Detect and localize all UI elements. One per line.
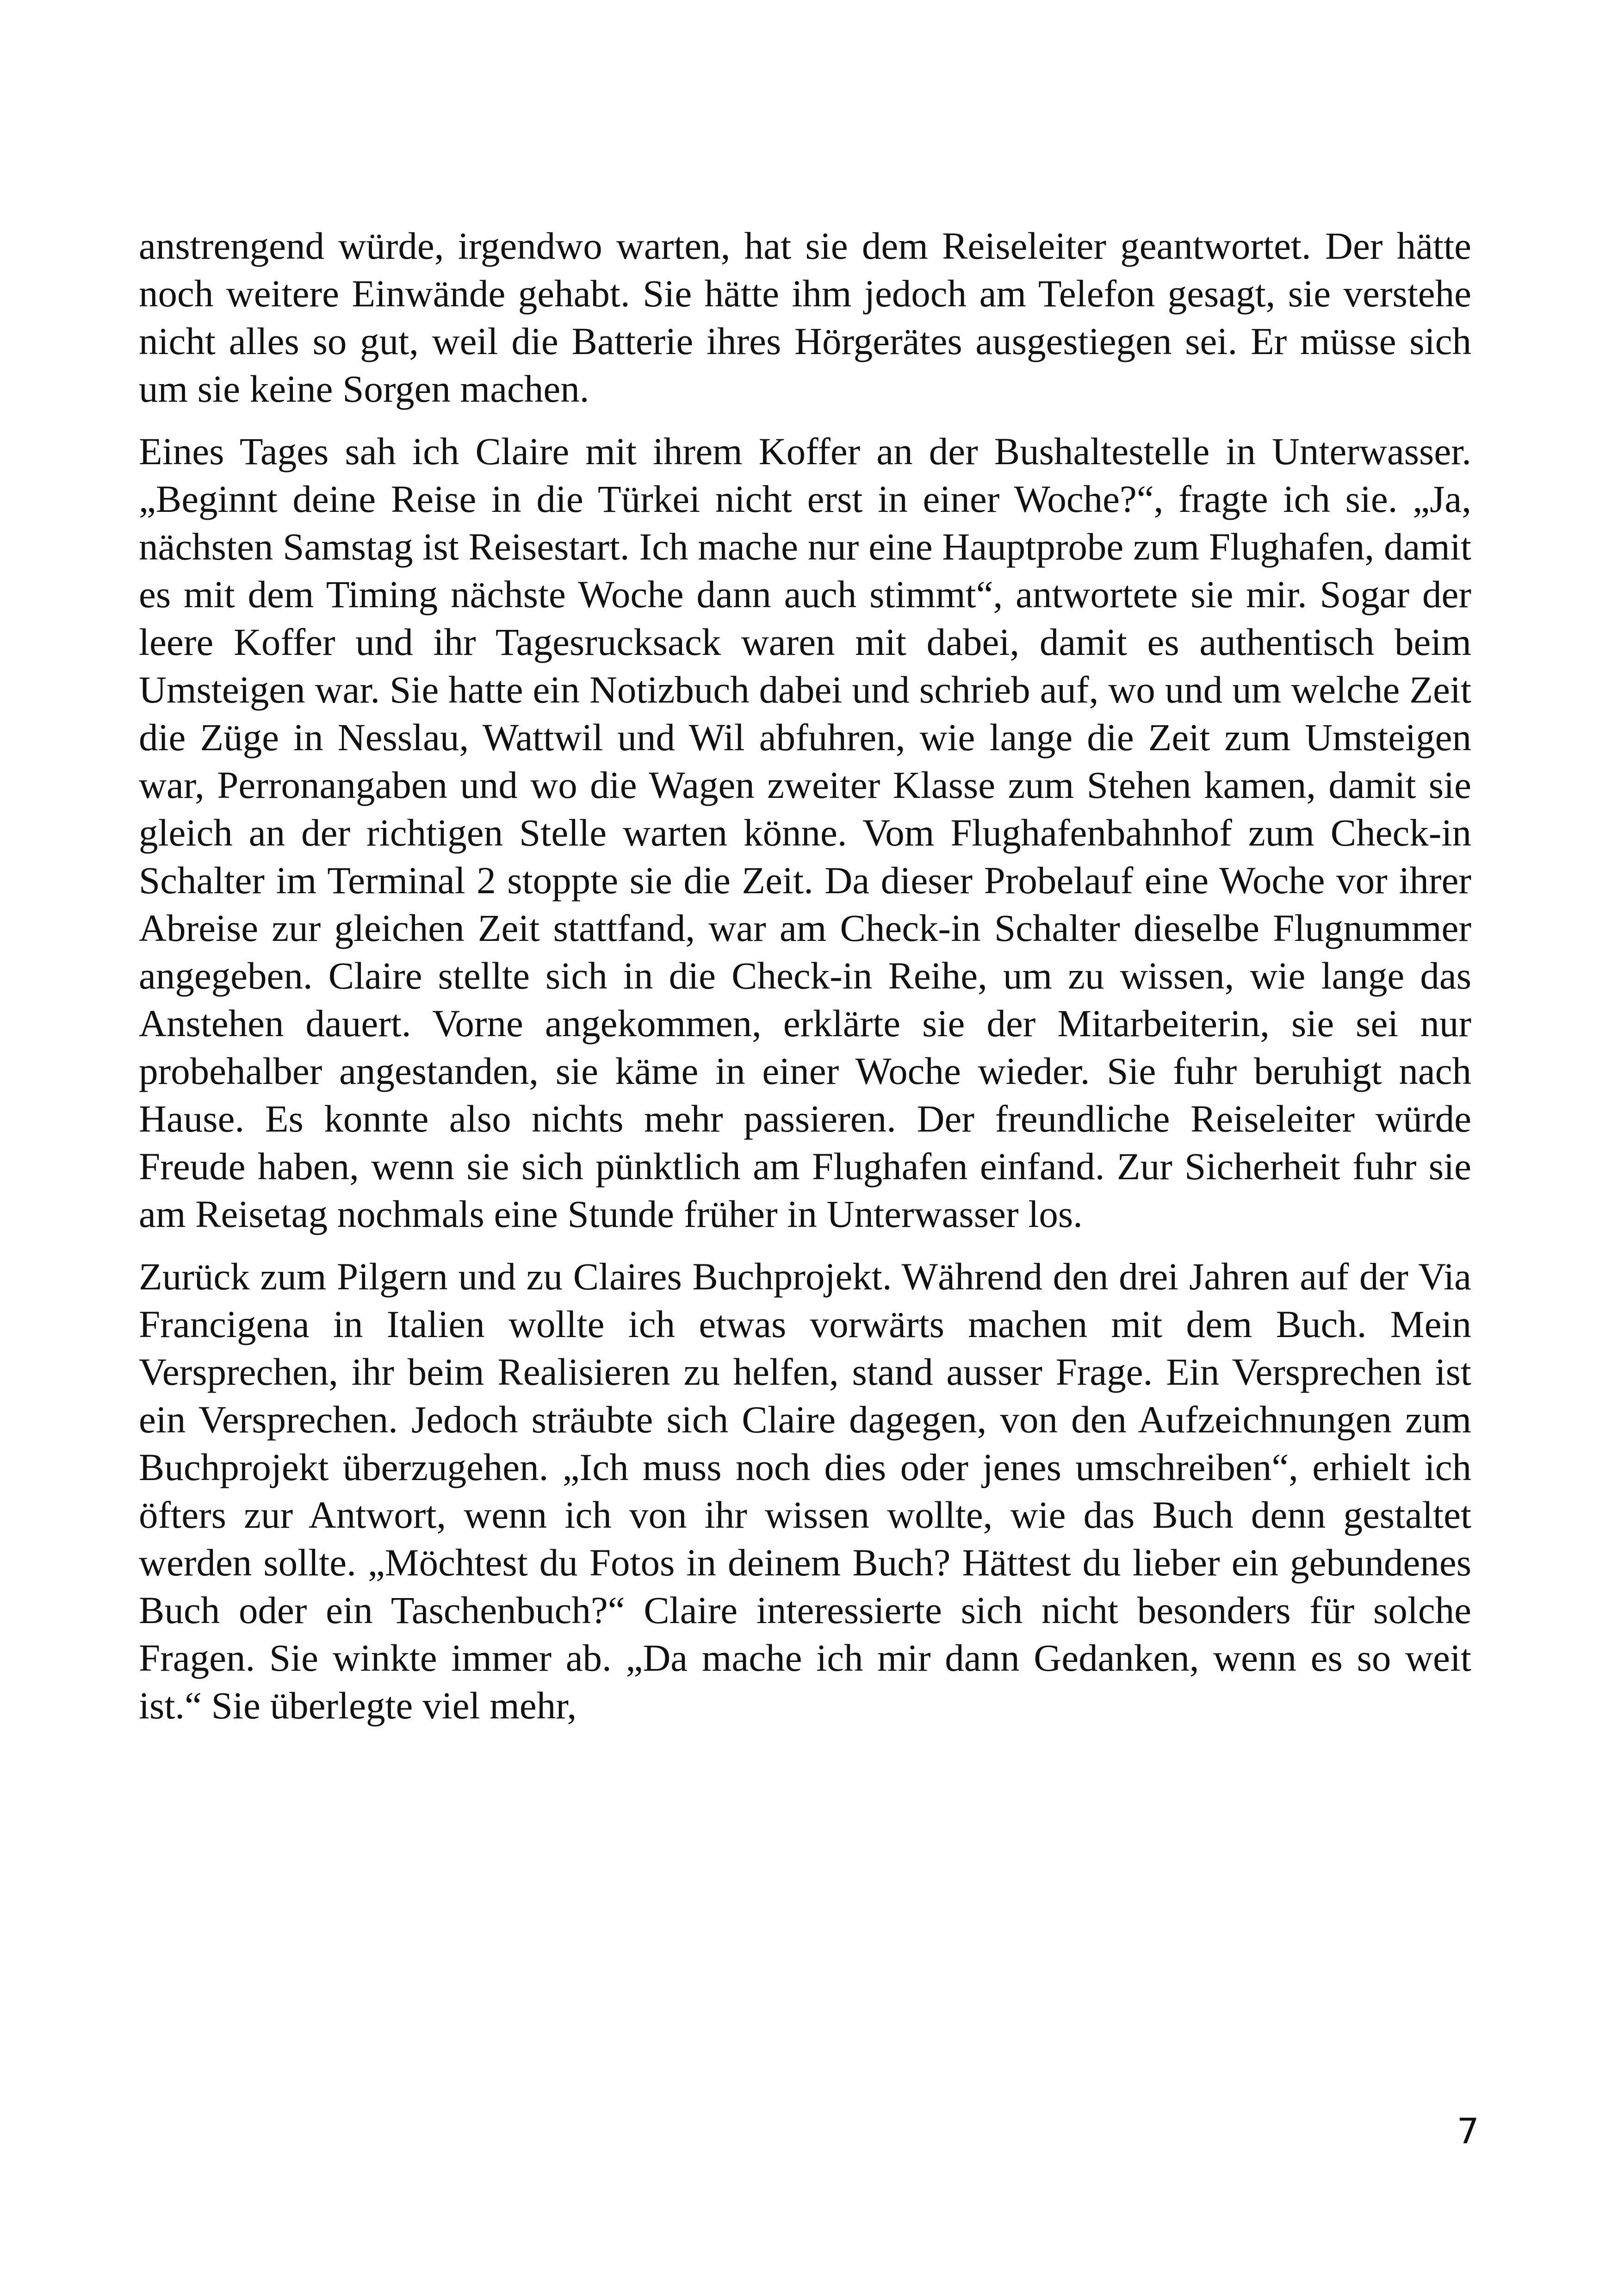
body-text <box>139 222 1471 1744</box>
paragraph-2: Eines Tages sah ich Claire mit ihrem Koffer an der Bushaltestelle in Unterwasser. „Beginnt deine Reise in die Türkei nicht erst in einer Woche?“, fragte ich sie. „Ja, nächsten Samstag ist Reisestart. Ich mache nur eine Hauptprobe zum Flughafen, damit es mit dem Timing nächste Woche dann auch stimmt“, antwortete sie mir. Sogar der leere Koffer und ihr Tagesrucksack waren mit dabei, damit es authentisch beim Umsteigen war. Sie hatte ein Notizbuch dabei und schrieb auf, wo und um welche Zeit die Züge in Nesslau, Wattwil und Wil abfuhren, wie lange die Zeit zum Umsteigen war, Perronangaben und wo die Wagen zweiter Klasse zum Stehen kamen, damit sie gleich an der richtigen Stelle warten könne. Vom Flughafenbahnhof zum Check-in Schalter im Terminal 2 stoppte sie die Zeit. Da dieser Probelauf eine Woche vor ihrer Abreise zur gleichen Zeit stattfand, war am Check-in Schalter dieselbe Flugnummer angegeben. Claire stellte sich in die Check-in Reihe, um zu wissen, wie lange das Anstehen dauert. Vorne angekommen, erklärte sie der Mitarbeiterin, sie sei nur probehalber angestanden, sie käme in einer Woche wieder. Sie fuhr beruhigt nach Hause. Es konnte also nichts mehr passieren. Der freundliche Reiseleiter würde Freude haben, wenn sie sich pünktlich am Flughafen einfand. Zur Sicherheit fuhr sie am Reisetag nochmals eine Stunde früher in Unterwasser los. <box>139 430 1471 1235</box>
paragraph-1: anstrengend würde, irgendwo warten, hat sie dem Reiseleiter geantwortet. Der hätte noch weitere Einwände gehabt. Sie hätte ihm jedoch am Telefon gesagt, sie verstehe nicht alles so gut, weil die Batterie ihres Hörgerätes ausgestiegen sei. Er müsse sich um sie keine Sorgen machen. <box>139 224 1471 410</box>
page-number: 7 <box>1457 2110 1479 2152</box>
paragraph-3: Zurück zum Pilgern und zu Claires Buchprojekt. Während den drei Jahren auf der Via Francigena in Italien wollte ich etwas vorwärts machen mit dem Buch. Mein Versprechen, ihr beim Realisieren zu helfen, stand ausser Frage. Ein Versprechen ist ein Versprechen. Jedoch sträubte sich Claire dagegen, von den Aufzeichnungen zum Buchprojekt überzugehen. „Ich muss noch dies oder jenes umschreiben“, erhielt ich öfters zur Antwort, wenn ich von ihr wissen wollte, wie das Buch denn gestaltet werden sollte. „Möchtest du Fotos in deinem Buch? Hättest du lieber ein gebundenes Buch oder ein Taschenbuch?“ Claire interessierte sich nicht besonders für solche Fragen. Sie winkte immer ab. „Da mache ich mir dann Gedanken, wenn es so weit ist.“ Sie überlegte viel mehr, <box>139 1255 1471 1727</box>
